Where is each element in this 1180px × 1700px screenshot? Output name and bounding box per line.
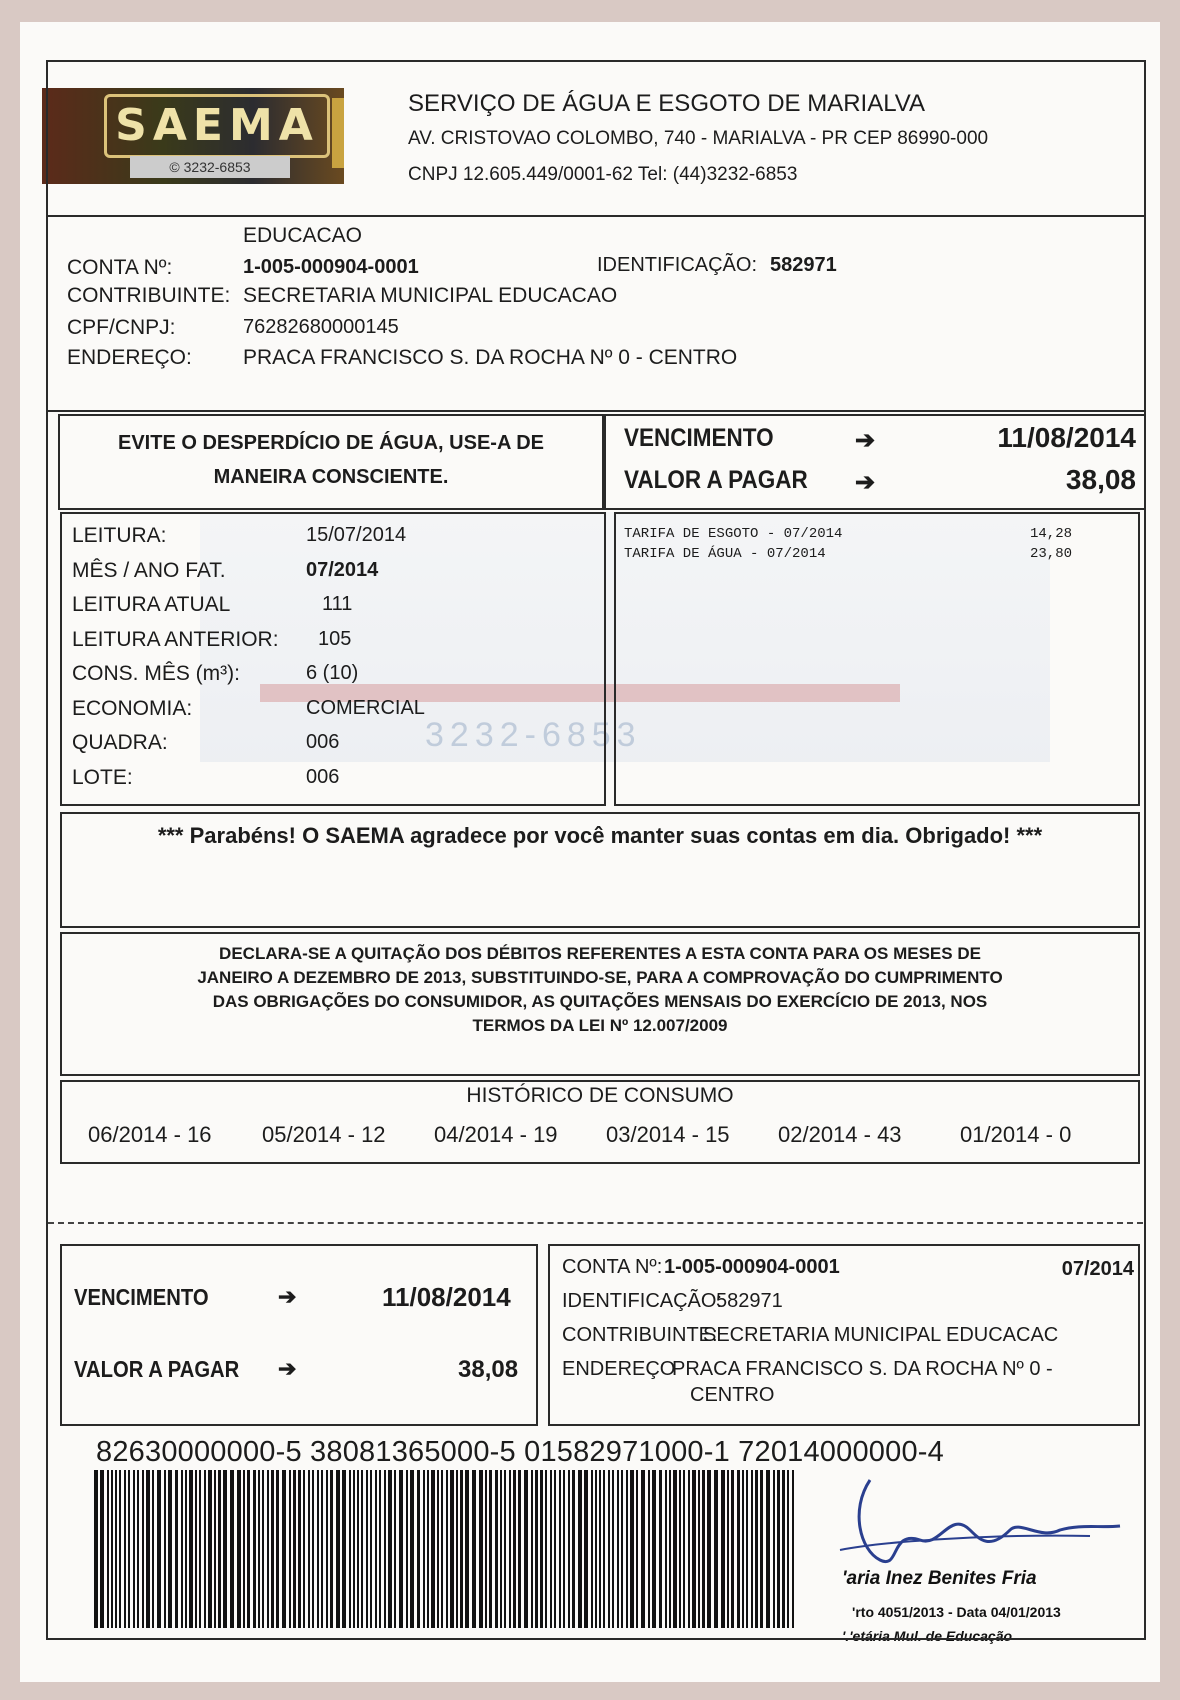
stamp-line3: '.'etária Mul. de Educação [842, 1628, 1013, 1644]
stamp-name: 'aria Inez Benites Fria [842, 1568, 1037, 1589]
reading-label: MÊS / ANO FAT. [72, 558, 226, 582]
due-venc-arrow-icon: ➔ [855, 427, 876, 454]
logo-wordmark: SAEMA [104, 94, 330, 158]
history-item: 01/2014 - 0 [960, 1122, 1072, 1147]
declaration-line3: DAS OBRIGAÇÕES DO CONSUMIDOR, AS QUITAÇÕES MENSAIS DO EXERCÍCIO DE 2013, NOS [212, 992, 988, 1011]
cpf-value: 76282680000145 [243, 316, 399, 338]
due-valor-value: 38,08 [1065, 464, 1136, 495]
history-item: 05/2014 - 12 [262, 1122, 386, 1147]
stub-contrib-value: SECRETARIA MUNICIPAL EDUCACAC [703, 1324, 1059, 1346]
stub-valor-arrow-icon: ➔ [278, 1356, 297, 1381]
bill-frame [46, 60, 1146, 1640]
history-item: 04/2014 - 19 [434, 1122, 558, 1147]
reading-value: 07/2014 [306, 558, 379, 581]
due-valor-arrow-icon: ➔ [855, 469, 876, 496]
due-venc-label: VENCIMENTO [624, 424, 774, 452]
barcode-number: 82630000000-5 38081365000-5 01582971000-1 72014000000-4 [96, 1436, 944, 1468]
endereco-value: PRACA FRANCISCO S. DA ROCHA Nº 0 - CENTRO [243, 346, 738, 369]
history-title: HISTÓRICO DE CONSUMO [466, 1084, 734, 1107]
contrib-label: CONTRIBUINTE: [67, 284, 231, 307]
stub-venc-arrow-icon: ➔ [278, 1284, 297, 1309]
history-item: 02/2014 - 43 [778, 1122, 902, 1147]
cpf-label: CPF/CNPJ: [67, 316, 176, 339]
logo-phone: © 3232-6853 [130, 156, 290, 178]
message-text: *** Parabéns! O SAEMA agradece por você manter suas contas em dia. Obrigado! *** [157, 823, 1043, 848]
company-cnpj-tel: CNPJ 12.605.449/0001-62 Tel: (44)3232-6853 [408, 164, 798, 185]
tariff-label: TARIFA DE ESGOTO - 07/2014 [624, 526, 843, 542]
notice-line2: MANEIRA CONSCIENTE. [213, 466, 449, 488]
history-item: 06/2014 - 16 [88, 1122, 212, 1147]
due-venc-value: 11/08/2014 [997, 422, 1136, 453]
company-address: AV. CRISTOVAO COLOMBO, 740 - MARIALVA - PR CEP 86990-000 [408, 128, 989, 149]
stub-conta-value: 1-005-000904-0001 [664, 1256, 840, 1278]
stub-ident-label: IDENTIFICAÇÃO: [562, 1290, 723, 1312]
declaration-line2: JANEIRO A DEZEMBRO DE 2013, SUBSTITUINDO-SE, PARA A COMPROVAÇÃO DO CUMPRIMENTO [197, 968, 1003, 987]
reading-value: 15/07/2014 [306, 524, 407, 546]
due-valor-label: VALOR A PAGAR [624, 466, 808, 494]
tariff-value: 14,28 [1029, 526, 1072, 542]
reading-label: QUADRA: [72, 731, 168, 754]
reading-label: ECONOMIA: [72, 696, 193, 720]
stub-contrib-label: CONTRIBUINTE: [562, 1324, 718, 1346]
reading-value: 105 [318, 627, 352, 650]
stamp-line2: 'rto 4051/2013 - Data 04/01/2013 [852, 1604, 1061, 1620]
ident-value: 582971 [770, 254, 837, 276]
reading-value: 6 (10) [306, 662, 359, 684]
endereco-label: ENDEREÇO: [67, 346, 192, 369]
conta-label: CONTA Nº: [67, 256, 173, 279]
stub-venc-value: 11/08/2014 [382, 1282, 511, 1312]
reading-value: 006 [306, 731, 340, 753]
stub-venc-label: VENCIMENTO [74, 1284, 209, 1310]
reading-value: COMERCIAL [306, 696, 425, 719]
tariff-label: TARIFA DE ÁGUA - 07/2014 [624, 546, 826, 562]
contrib-value: SECRETARIA MUNICIPAL EDUCACAO [243, 284, 618, 307]
reading-label: LOTE: [72, 765, 133, 789]
notice-line1: EVITE O DESPERDÍCIO DE ÁGUA, USE-A DE [118, 432, 544, 454]
conta-value: 1-005-000904-0001 [243, 256, 419, 278]
reading-label: LEITURA ANTERIOR: [72, 627, 279, 651]
stub-endereco-value2: CENTRO [690, 1384, 775, 1406]
stub-ident-value: 582971 [716, 1290, 783, 1312]
stub-valor-value: 38,08 [458, 1356, 519, 1383]
watermark-phone: 3232-6853 [425, 716, 642, 754]
reading-value: 111 [322, 593, 353, 615]
declaration-line1: DECLARA-SE A QUITAÇÃO DOS DÉBITOS REFERENTES A ESTA CONTA PARA OS MESES DE [219, 944, 981, 963]
account-category: EDUCACAO [243, 224, 363, 247]
reading-label: CONS. MÊS (m³): [72, 662, 240, 685]
declaration-line4: TERMOS DA LEI Nº 12.007/2009 [472, 1016, 728, 1035]
company-name: SERVIÇO DE ÁGUA E ESGOTO DE MARIALVA [408, 90, 926, 117]
stub-endereco-label: ENDEREÇO [562, 1358, 676, 1380]
reading-value: 006 [306, 765, 340, 788]
stub-endereco-value: PRACA FRANCISCO S. DA ROCHA Nº 0 - [672, 1358, 1053, 1380]
reading-label: LEITURA ATUAL [72, 593, 231, 616]
stub-valor-label: VALOR A PAGAR [74, 1356, 240, 1382]
reading-label: LEITURA: [72, 524, 167, 547]
history-item: 03/2014 - 15 [606, 1122, 730, 1147]
stub-month: 07/2014 [1061, 1258, 1134, 1280]
tariff-value: 23,80 [1029, 546, 1072, 562]
stub-conta-label: CONTA Nº: [562, 1256, 663, 1278]
ident-label: IDENTIFICAÇÃO: [597, 254, 758, 276]
